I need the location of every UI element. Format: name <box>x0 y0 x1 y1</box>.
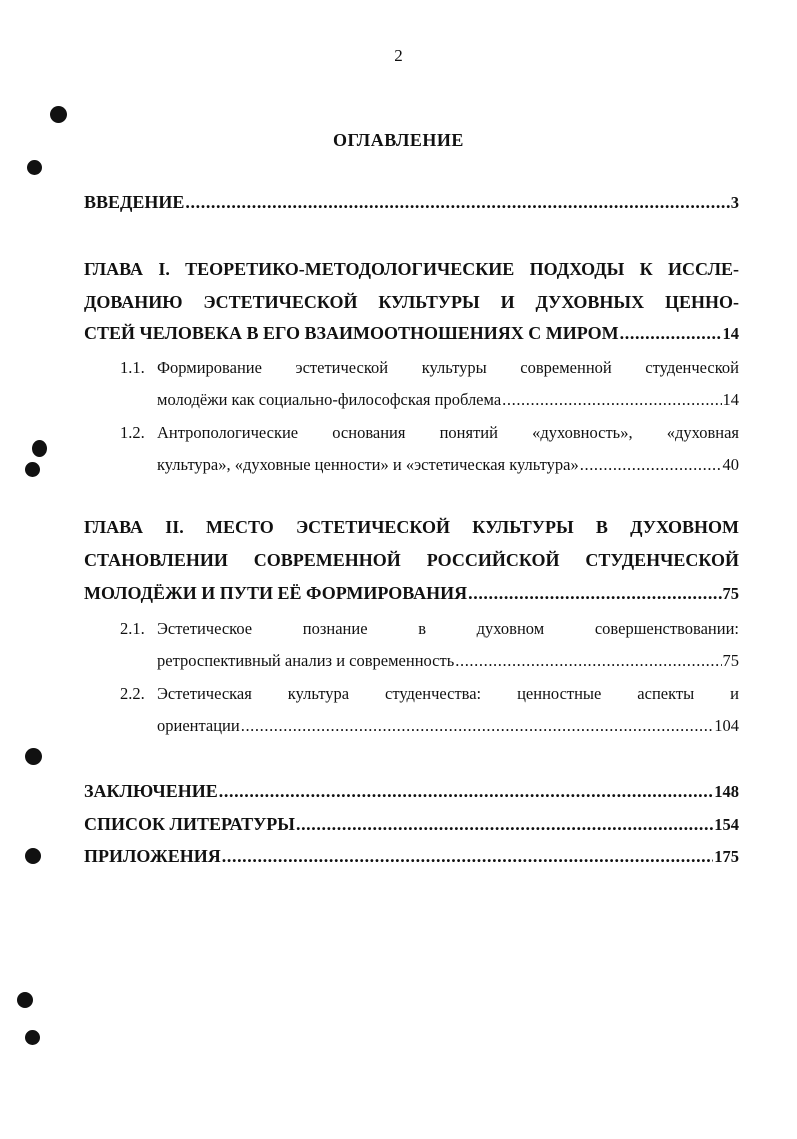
entry-page: 40 <box>722 455 739 474</box>
binding-hole-mark <box>27 160 42 175</box>
binding-hole-mark <box>50 106 67 123</box>
section-1-1-line1: Формирование эстетической культуры современной студенческой <box>157 358 739 377</box>
dot-leader <box>296 814 713 835</box>
section-2-2-line1: Эстетическая культура студенчества: ценностные аспекты и <box>157 684 739 703</box>
dot-leader <box>502 390 721 410</box>
toc-heading: ОГЛАВЛЕНИЕ <box>333 130 464 150</box>
dot-leader <box>468 583 721 604</box>
binding-hole-mark <box>17 992 33 1008</box>
entry-page: 75 <box>722 651 739 670</box>
section-number: 2.1. <box>120 619 145 638</box>
chapter-1-title-line2: ДОВАНИЮ ЭСТЕТИЧЕСКОЙ КУЛЬТУРЫ И ДУХОВНЫХ ЦЕННО- <box>84 292 739 312</box>
entry-title: культура», «духовные ценности» и «эстетическая культура» <box>157 455 579 474</box>
entry-page: 154 <box>714 815 739 834</box>
dot-leader <box>620 323 722 344</box>
entry-title: ЗАКЛЮЧЕНИЕ <box>84 781 218 801</box>
entry-page: 14 <box>722 324 739 343</box>
binding-hole-mark <box>25 1030 40 1045</box>
section-1-2-line1: Антропологические основания понятий «духовность», «духовная <box>157 423 739 442</box>
toc-entry-section-2-2 <box>157 716 739 736</box>
dot-leader <box>455 651 721 671</box>
entry-page: 175 <box>714 847 739 866</box>
entry-title: СТЕЙ ЧЕЛОВЕКА В ЕГО ВЗАИМООТНОШЕНИЯХ С МИРОМ <box>84 323 619 343</box>
binding-hole-mark <box>25 748 42 765</box>
section-number: 2.2. <box>120 684 145 703</box>
chapter-1-title-line1: ГЛАВА I. ТЕОРЕТИКО-МЕТОДОЛОГИЧЕСКИЕ ПОДХОДЫ К ИССЛЕ- <box>84 259 739 279</box>
entry-title: ориентации <box>157 716 240 735</box>
toc-entry-references <box>84 814 739 835</box>
toc-entry-chapter-2 <box>84 583 739 604</box>
chapter-2-title-line2: СТАНОВЛЕНИИ СОВРЕМЕННОЙ РОССИЙСКОЙ СТУДЕНЧЕСКОЙ <box>84 550 739 570</box>
toc-entry-section-1-2 <box>157 455 739 475</box>
entry-page: 14 <box>722 390 739 409</box>
section-2-1-line1: Эстетическое познание в духовном совершенствовании: <box>157 619 739 638</box>
section-number: 1.1. <box>120 358 145 377</box>
dot-leader <box>241 716 714 736</box>
toc-entry-section-2-1 <box>157 651 739 671</box>
toc-entry-conclusion <box>84 781 739 802</box>
entry-page: 75 <box>722 584 739 603</box>
toc-entry-appendices <box>84 846 739 867</box>
entry-title: молодёжи как социально-философская проблема <box>157 390 502 409</box>
toc-entry-section-1-1 <box>157 390 739 410</box>
binding-hole-mark <box>32 440 47 457</box>
toc-entry-chapter-1 <box>84 323 739 344</box>
entry-title: ВВЕДЕНИЕ <box>84 192 185 212</box>
entry-title: ретроспективный анализ и современность <box>157 651 455 670</box>
page-number: 2 <box>394 46 403 65</box>
chapter-2-title-line1: ГЛАВА II. МЕСТО ЭСТЕТИЧЕСКОЙ КУЛЬТУРЫ В ДУХОВНОМ <box>84 517 739 537</box>
section-number: 1.2. <box>120 423 145 442</box>
binding-hole-mark <box>25 848 41 864</box>
dot-leader <box>185 192 729 213</box>
dot-leader <box>580 455 722 475</box>
entry-title: МОЛОДЁЖИ И ПУТИ ЕЁ ФОРМИРОВАНИЯ <box>84 583 468 603</box>
toc-entry-introduction <box>84 192 739 213</box>
entry-page: 3 <box>730 193 739 212</box>
entry-title: СПИСОК ЛИТЕРАТУРЫ <box>84 814 295 834</box>
entry-page: 104 <box>714 716 739 735</box>
entry-title: ПРИЛОЖЕНИЯ <box>84 846 221 866</box>
binding-hole-mark <box>25 462 40 477</box>
dot-leader <box>219 781 713 802</box>
entry-page: 148 <box>714 782 739 801</box>
dot-leader <box>222 846 713 867</box>
